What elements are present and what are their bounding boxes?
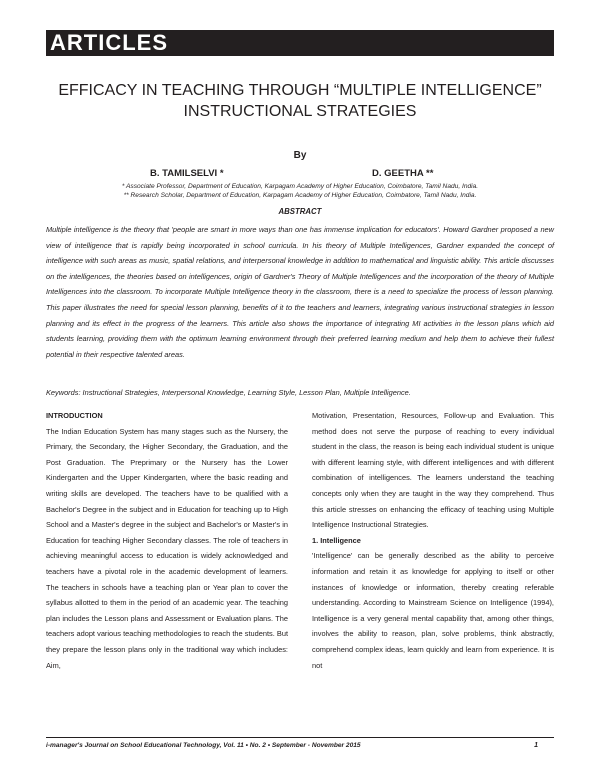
introduction-heading: INTRODUCTION xyxy=(46,411,103,420)
introduction-text: The Indian Education System has many stages such as the Nursery, the Primary, the Secondary, the Higher Secondary, the Graduation, and the Post Graduation. The Preprimary or the Nursery has the Lower Kindergarten and the Upper Kindergarten, where the basic reading and writing skills are developed. The teachers have to be qualified with a Bachelor's Degree in the subject and in Education for teaching up to High School and a Master's degree in the subject and Bachelor's or Master's in Education for teaching Higher Secondary classes. The role of teachers in achieving meaningful access to education is widely acknowledged and teachers have a pivotal role in the academic development of learners. The teachers in schools have a teaching plan or Year plan to cover the syllabus allotted to them in the period of an academic year. The teaching plan includes the Lesson plans and Assessment or Evaluation plans. The teachers adopt various teaching methodologies to reach the students. But they prepare the lesson plans only in the traditional way which includes: Aim, xyxy=(46,426,288,670)
page-number: 1 xyxy=(534,742,538,749)
section-banner: ARTICLES xyxy=(46,30,554,56)
footer-rule xyxy=(46,737,554,738)
right-paragraph-1: Motivation, Presentation, Resources, Follow-up and Evaluation. This method does not serve the purpose of reaching to every individual student in the class, the reason is being each individual student is unique with different learning style, with different intelligences and with different combination of intelligences. The learners understand the teaching concepts only when they are taught in the way they comprehend. Thus this article stresses on enhancing the efficacy of teaching using Multiple Intelligence Instructional Strategies. xyxy=(312,411,554,530)
left-column xyxy=(46,408,288,673)
author-1: B. TAMILSELVI * xyxy=(150,168,224,179)
article-title: EFFICACY IN TEACHING THROUGH “MULTIPLE INTELLIGENCE” INSTRUCTIONAL STRATEGIES xyxy=(58,82,542,120)
byline: By xyxy=(293,150,307,161)
right-column xyxy=(312,408,554,673)
affiliation-1: * Associate Professor, Department of Education, Karpagam Academy of Higher Education, Coimbatore, Tamil Nadu, India. xyxy=(121,183,479,190)
author-2: D. GEETHA ** xyxy=(372,168,434,179)
section-1-heading: 1. Intelligence xyxy=(312,535,361,545)
affiliation-2: ** Research Scholar, Department of Education, Karpagam Academy of Higher Education, Coimbatore, Tamil Nadu, India. xyxy=(123,192,477,199)
section-1-text: 'Intelligence' can be generally described as the ability to perceive information and retain it as knowledge for applying to itself or other instances of knowledge or information, thereby creating referable understanding. According to Mainstream Science on Intelligence (1994), Intelligence is a very general mental capability that, among other things, involves the ability to reason, plan, solve problems, think abstractly, comprehend complex ideas, learn quickly and learn from experience. It is not xyxy=(312,551,554,670)
abstract-heading: ABSTRACT xyxy=(278,207,322,216)
keywords: Keywords: Instructional Strategies, Interpersonal Knowledge, Learning Style, Lesson Plan, Multiple Intelligence. xyxy=(46,388,411,397)
journal-footer: i-manager's Journal on School Educational Technology, Vol. 11 • No. 2 • September - November 2015 xyxy=(46,742,361,749)
abstract-text: Multiple intelligence is the theory that 'people are smart in more ways than one has immense implication for educators'. Howard Gardner proposed a new view of intelligence that is rapidly being incorporated in school curricula. In his theory of Multiple Intelligences, Gardner expanded the concept of intelligence with such areas as music, spatial relations, and interpersonal knowledge in addition to mathematical and linguistic ability. This article discusses on the intelligences, the theories based on intelligences, origin of Gardner's Theory of Multiple Intelligences and the incorporation of the theory of Multiple Intelligences into the classroom. To incorporate Multiple Intelligence theory in the classroom, there is a need to specialize the process of lesson planning. This paper illustrates the need for special lesson planning, benefits of it to the teachers and learners, integrating various instructional strategies in lesson planning and its effect in the progress of the learners. This article also shows the importance of integrating MI activities in the lesson plans which aid students learning, providing them with the optimum learning environment through their preferred learning medium and help them to achieve their fullest potential in their respective talented areas. xyxy=(46,225,554,359)
